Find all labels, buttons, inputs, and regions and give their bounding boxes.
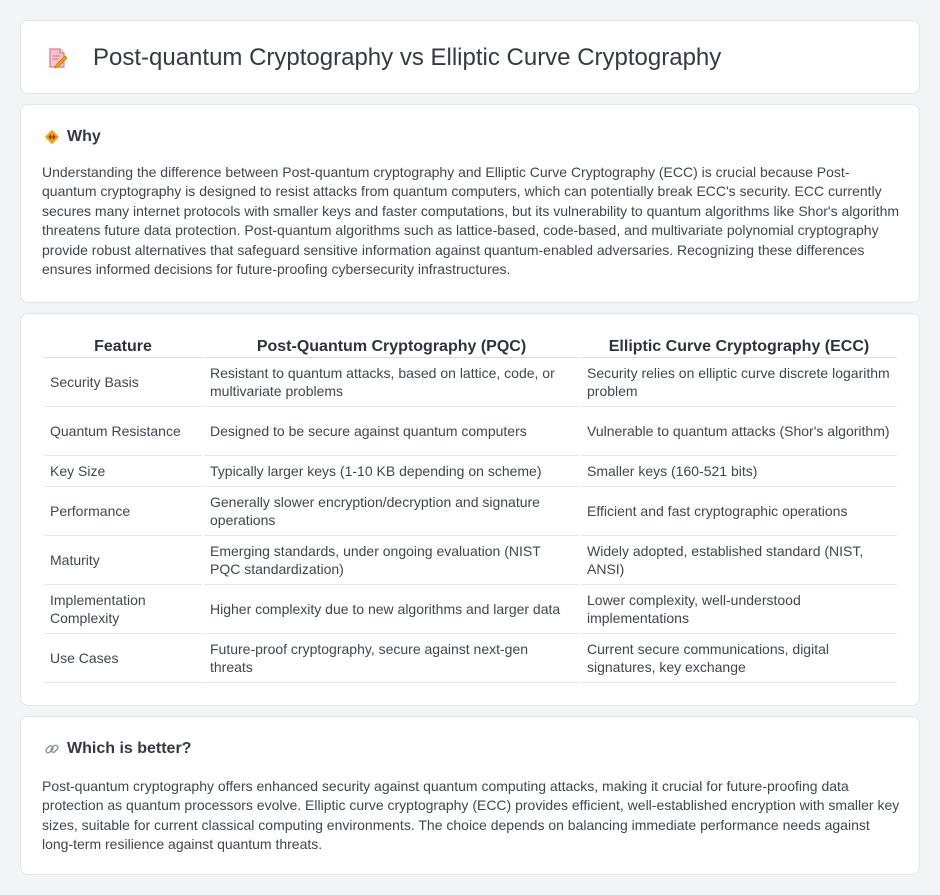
why-title: Why <box>67 128 101 145</box>
better-title: Which is better? <box>67 740 192 757</box>
feature-cell: Implementation Complexity <box>44 585 202 634</box>
ecc-cell: Current secure communications, digital signatures, key exchange <box>581 634 897 683</box>
page-title: Post-quantum Cryptography vs Elliptic Curve Cryptography <box>93 44 722 71</box>
why-heading <box>43 127 101 147</box>
pqc-cell: Future-proof cryptography, secure against next-gen threats <box>204 634 579 683</box>
table-header-row <box>44 334 897 358</box>
table-row <box>44 585 897 634</box>
diamond-arrows-icon <box>43 128 61 146</box>
pqc-cell: Higher complexity due to new algorithms and larger data <box>204 585 579 634</box>
comparison-table <box>42 334 899 683</box>
document-pencil-icon <box>47 47 69 69</box>
link-icon <box>43 740 61 758</box>
table-row <box>44 407 897 456</box>
better-section <box>20 716 920 875</box>
pqc-cell: Generally slower encryption/decryption and signature operations <box>204 487 579 536</box>
table-row <box>44 358 897 407</box>
ecc-cell: Smaller keys (160-521 bits) <box>581 456 897 487</box>
table-row <box>44 536 897 585</box>
feature-cell: Quantum Resistance <box>44 407 202 456</box>
feature-cell: Use Cases <box>44 634 202 683</box>
header-card <box>20 20 920 94</box>
feature-cell: Security Basis <box>44 358 202 407</box>
feature-cell: Maturity <box>44 536 202 585</box>
pqc-cell: Designed to be secure against quantum computers <box>204 407 579 456</box>
ecc-cell: Lower complexity, well-understood implementations <box>581 585 897 634</box>
header-pqc: Post-Quantum Cryptography (PQC) <box>204 334 579 358</box>
ecc-cell: Security relies on elliptic curve discrete logarithm problem <box>581 358 897 407</box>
why-text: Understanding the difference between Post-quantum cryptography and Elliptic Curve Cryptography (ECC) is crucial because Post-quantum cryptography is designed to resist attacks from quantum computers, which can potentially break ECC's security. ECC currently secures many internet protocols with smaller keys and faster computations, but its vulnerability to quantum algorithms like Shor's algorithm threatens future data protection. Post-quantum algorithms such as lattice-based, code-based, and multivariate polynomial cryptography provide robust alternatives that safeguard sensitive information against quantum-enabled adversaries. Recognizing these differences ensures informed decisions for future-proofing cybersecurity infrastructures. <box>42 164 900 278</box>
ecc-cell: Vulnerable to quantum attacks (Shor's algorithm) <box>581 407 897 456</box>
better-text: Post-quantum cryptography offers enhanced security against quantum computing attacks, making it crucial for future-proofing data protection as quantum processors evolve. Elliptic curve cryptography (ECC) provides efficient, well-established encryption with smaller key sizes, suitable for current classical computing environments. The choice depends on balancing immediate performance needs against long-term resilience against quantum threats. <box>42 778 900 853</box>
why-section <box>20 104 920 303</box>
table-row <box>44 487 897 536</box>
pqc-cell: Emerging standards, under ongoing evaluation (NIST PQC standardization) <box>204 536 579 585</box>
table-row <box>44 456 897 487</box>
feature-cell: Key Size <box>44 456 202 487</box>
pqc-cell: Typically larger keys (1-10 KB depending on scheme) <box>204 456 579 487</box>
header-feature: Feature <box>44 334 202 358</box>
header-ecc: Elliptic Curve Cryptography (ECC) <box>581 334 897 358</box>
ecc-cell: Efficient and fast cryptographic operations <box>581 487 897 536</box>
comparison-section <box>20 313 920 706</box>
pqc-cell: Resistant to quantum attacks, based on lattice, code, or multivariate problems <box>204 358 579 407</box>
better-heading <box>43 739 191 759</box>
feature-cell: Performance <box>44 487 202 536</box>
ecc-cell: Widely adopted, established standard (NIST, ANSI) <box>581 536 897 585</box>
table-row <box>44 634 897 683</box>
